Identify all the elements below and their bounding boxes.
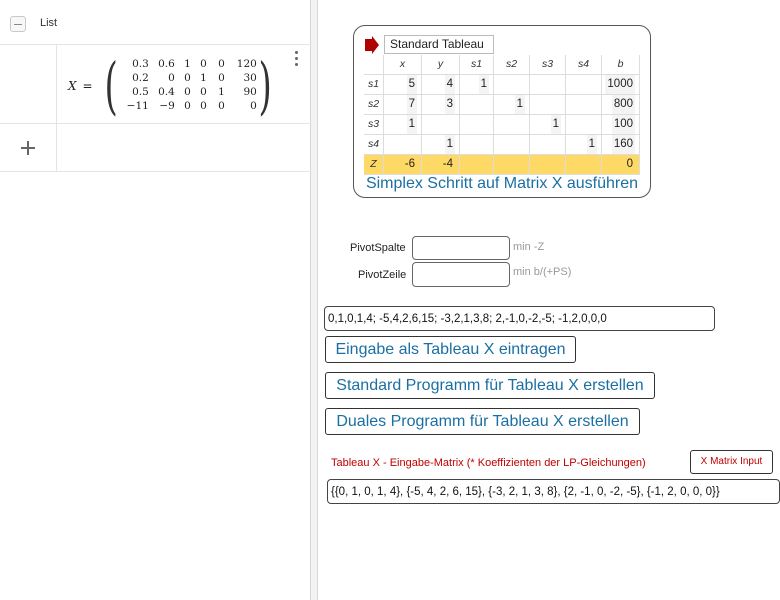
matrix-input-label: Tableau X - Eingabe-Matrix (* Koeffizienten der LP-Gleichungen) bbox=[331, 457, 646, 469]
tableau-cell bbox=[384, 95, 422, 115]
matrix-cell: −9 bbox=[159, 100, 175, 112]
eingabe-button[interactable]: Eingabe als Tableau X eintragen bbox=[325, 336, 576, 363]
tableau-cell bbox=[494, 115, 530, 135]
tableau-cell bbox=[460, 75, 494, 95]
tableau-cell bbox=[566, 75, 602, 95]
tableau-corner bbox=[364, 55, 384, 75]
tableau-row-label-text: s1 bbox=[367, 78, 380, 90]
duales-programm-button[interactable]: Duales Programm für Tableau X erstellen bbox=[325, 408, 640, 435]
matrix-cell: 0 bbox=[200, 58, 207, 70]
tableau-cell-text: 1 bbox=[479, 75, 489, 94]
tableau-cell bbox=[530, 115, 566, 135]
matrix-cell: 0 bbox=[184, 72, 191, 84]
tableau-cell bbox=[566, 95, 602, 115]
visibility-toggle-column[interactable] bbox=[0, 45, 57, 124]
tableau-cell bbox=[566, 155, 602, 175]
tableau-header-cell-text: y bbox=[437, 58, 444, 70]
tableau-cell-text: 100 bbox=[612, 115, 635, 134]
matrix-cell: 0 bbox=[250, 100, 257, 112]
tableau-cell-text: 160 bbox=[612, 135, 635, 154]
tableau-cell bbox=[566, 115, 602, 135]
matrix-cell: 0.6 bbox=[158, 58, 175, 70]
tableau-header-cell-text: s1 bbox=[470, 58, 483, 70]
tableau-cell bbox=[494, 75, 530, 95]
tableau-cell bbox=[422, 75, 460, 95]
matrix-cell: −11 bbox=[126, 100, 149, 112]
tableau-header-cell bbox=[422, 55, 460, 75]
tableau-cell bbox=[602, 75, 640, 95]
matrix-left-paren: ( bbox=[104, 48, 118, 122]
tableau-cell-text: 1 bbox=[587, 135, 597, 154]
matrix-cell: 30 bbox=[243, 72, 257, 84]
collapse-icon[interactable] bbox=[10, 16, 26, 32]
tableau-cell bbox=[422, 155, 460, 175]
tableau-cell bbox=[460, 115, 494, 135]
algebra-input-row[interactable] bbox=[0, 124, 311, 172]
pivot-zeile-input[interactable] bbox=[412, 262, 510, 287]
tableau-cell bbox=[602, 95, 640, 115]
pivot-spalte-input[interactable] bbox=[412, 236, 510, 260]
tableau-row-label bbox=[364, 75, 384, 95]
tableau-cell bbox=[494, 95, 530, 115]
matrix-cell: 0 bbox=[218, 72, 225, 84]
matrix-cell: 0.2 bbox=[132, 72, 149, 84]
tableau-cell bbox=[530, 95, 566, 115]
matrix-cell: 120 bbox=[236, 58, 257, 70]
matrix-cell: 0 bbox=[218, 58, 225, 70]
tableau-cell-text: 1 bbox=[407, 115, 417, 134]
tableau-cell-text: 3 bbox=[445, 95, 455, 114]
tableau-header-cell bbox=[530, 55, 566, 75]
red-arrow-icon bbox=[364, 36, 380, 54]
pivot-zeile-hint: min b/(+PS) bbox=[513, 266, 572, 278]
matrix-name: X bbox=[68, 78, 77, 93]
tableau-header-cell-text: b bbox=[617, 58, 624, 70]
tableau-cell-text: 0 bbox=[625, 155, 635, 174]
matrix-equals: = bbox=[82, 78, 93, 93]
tableau-header-cell bbox=[494, 55, 530, 75]
algebra-header bbox=[0, 0, 311, 45]
tableau-row-label bbox=[364, 135, 384, 155]
matrix-cell: 0 bbox=[218, 100, 225, 112]
tableau-title: Standard Tableau bbox=[384, 35, 494, 54]
tableau-cell bbox=[384, 135, 422, 155]
tableau-cell bbox=[460, 135, 494, 155]
algebra-header-label: List bbox=[40, 17, 58, 29]
tableau-cell bbox=[460, 155, 494, 175]
tableau-row-label-text: s3 bbox=[367, 118, 380, 130]
matrix-right-paren: ) bbox=[258, 48, 272, 122]
tableau-header-cell bbox=[384, 55, 422, 75]
more-vertical-icon[interactable] bbox=[292, 51, 300, 69]
tableau-row-label bbox=[364, 115, 384, 135]
tableau-cell-text: 5 bbox=[407, 75, 417, 94]
tableau-cell-text: 1 bbox=[515, 95, 525, 114]
matrix-cell: 0.5 bbox=[132, 86, 149, 98]
tableau-cell bbox=[494, 135, 530, 155]
matrix-cell: 0 bbox=[200, 100, 207, 112]
tableau-header-cell-text: x bbox=[399, 58, 406, 70]
tableau-cell bbox=[602, 155, 640, 175]
tableau-cell-text: 4 bbox=[445, 75, 455, 94]
matrix-cell: 0 bbox=[168, 72, 175, 84]
tableau-cell bbox=[422, 115, 460, 135]
algebra-item-matrix[interactable] bbox=[0, 45, 311, 124]
simplex-step-button[interactable]: Simplex Schritt auf Matrix X ausführen bbox=[365, 175, 639, 192]
tableau-row-label bbox=[364, 95, 384, 115]
matrix-cell: 0 bbox=[184, 86, 191, 98]
tableau-cell bbox=[566, 135, 602, 155]
matrix-cell: 90 bbox=[243, 86, 257, 98]
tableau-header-cell bbox=[460, 55, 494, 75]
tableau-cell bbox=[602, 135, 640, 155]
tableau-cell bbox=[384, 155, 422, 175]
tableau-header-cell bbox=[602, 55, 640, 75]
pivot-spalte-label: PivotSpalte bbox=[350, 242, 406, 254]
tableau-cell-text: 1 bbox=[445, 135, 455, 154]
matrix-cell: 0.4 bbox=[158, 86, 175, 98]
tableau-cell-text: -4 bbox=[441, 155, 455, 174]
tableau-cell bbox=[460, 95, 494, 115]
tableau-cell bbox=[530, 135, 566, 155]
matrix-expression bbox=[68, 48, 277, 122]
matrix-cell: 0 bbox=[184, 100, 191, 112]
tableau-cell-text: 800 bbox=[612, 95, 635, 114]
tableau-cell-text: 1000 bbox=[605, 75, 635, 94]
algebra-view bbox=[0, 0, 311, 600]
tableau-row-label-text: s4 bbox=[367, 138, 380, 150]
tableau-cell bbox=[530, 155, 566, 175]
x-matrix-input-button[interactable]: X Matrix Input bbox=[690, 450, 773, 474]
tableau-cell bbox=[494, 155, 530, 175]
tableau-header-cell-text: s2 bbox=[505, 58, 518, 70]
tableau-row-label-text: s2 bbox=[367, 98, 380, 110]
matrix-grid bbox=[119, 58, 257, 113]
matrix-cell: 0 bbox=[200, 86, 207, 98]
tableau-cell-text: 1 bbox=[551, 115, 561, 134]
matrix-input-field[interactable]: {{0, 1, 0, 1, 4}, {-5, 4, 2, 6, 15}, {-3, 2, 1, 3, 8}, {2, -1, 0, -2, -5}, {-1, 2, 0, 0, 0}} bbox=[327, 479, 780, 504]
tableau-cell bbox=[384, 75, 422, 95]
tableau-cell bbox=[422, 95, 460, 115]
tableau-input-field[interactable]: 0,1,0,1,4; -5,4,2,6,15; -3,2,1,3,8; 2,-1,0,-2,-5; -1,2,0,0,0 bbox=[324, 306, 715, 331]
tableau-cell bbox=[602, 115, 640, 135]
tableau-row-label-text: Z bbox=[370, 158, 377, 170]
add-column bbox=[0, 124, 57, 172]
view-divider[interactable] bbox=[311, 0, 318, 600]
tableau-cell bbox=[422, 135, 460, 155]
tableau-header-cell-text: s4 bbox=[577, 58, 590, 70]
pivot-zeile-label: PivotZeile bbox=[358, 269, 407, 281]
tableau-cell-text: 7 bbox=[407, 95, 417, 114]
tableau-cell bbox=[530, 75, 566, 95]
tableau-header-cell bbox=[566, 55, 602, 75]
tableau-header-cell-text: s3 bbox=[541, 58, 554, 70]
plus-icon[interactable] bbox=[20, 140, 36, 156]
standard-programm-button[interactable]: Standard Programm für Tableau X erstellen bbox=[325, 372, 655, 399]
matrix-cell: 1 bbox=[218, 86, 225, 98]
matrix-cell: 1 bbox=[200, 72, 207, 84]
pivot-spalte-hint: min -Z bbox=[513, 241, 545, 253]
tableau-cell bbox=[384, 115, 422, 135]
tableau-row-label bbox=[364, 155, 384, 175]
matrix-cell: 0.3 bbox=[132, 58, 149, 70]
tableau-cell-text: -6 bbox=[403, 155, 417, 174]
matrix-cell: 1 bbox=[184, 58, 191, 70]
